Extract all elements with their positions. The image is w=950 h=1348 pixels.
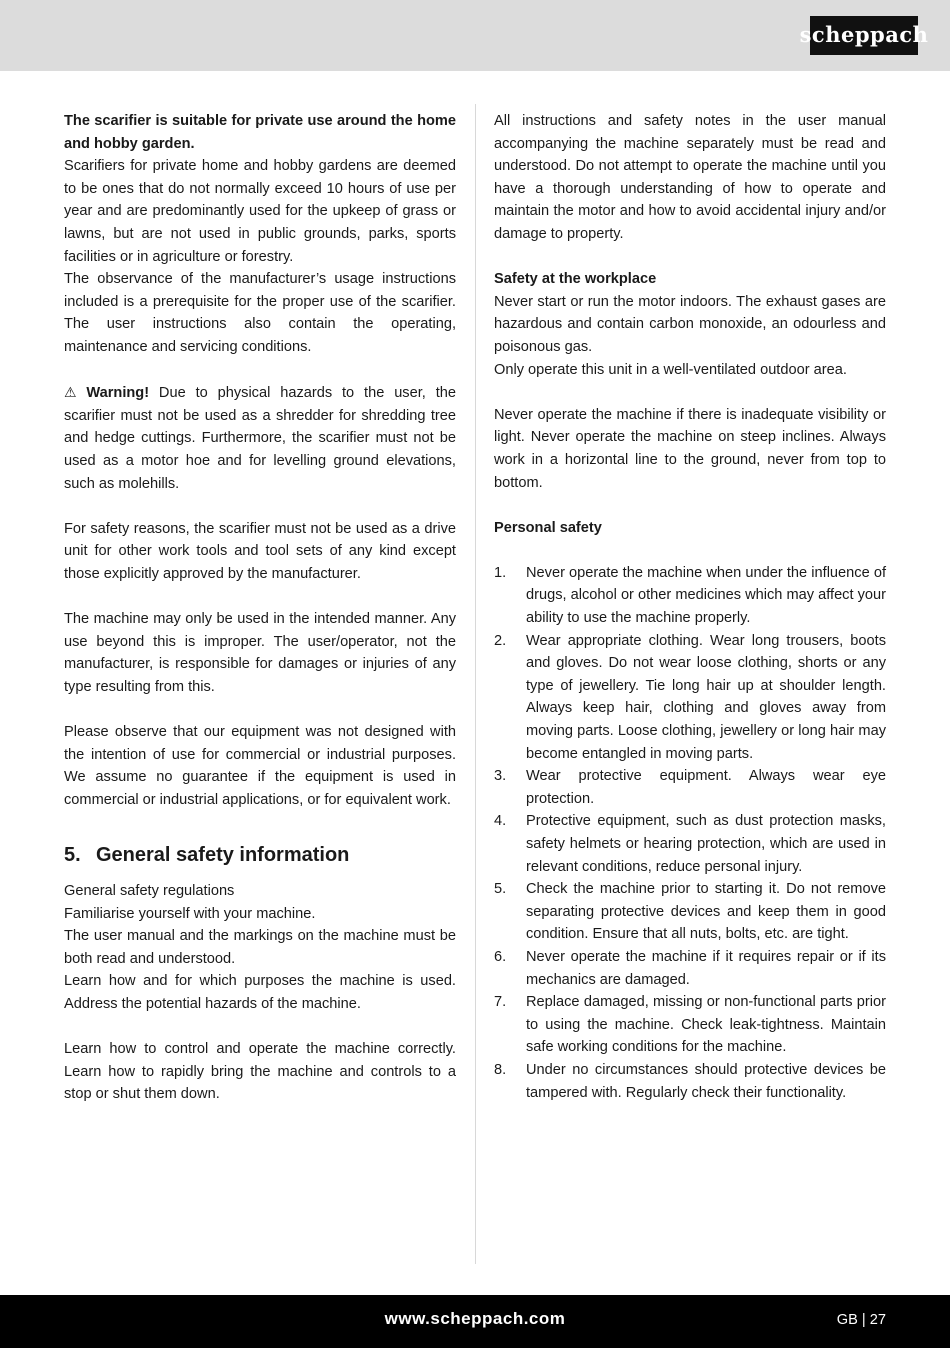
usage-paragraph: The observance of the manufacturer’s usage instructions included is a prerequisite for the proper use of the scarifier. The user instructions also contain the operating, maintenance and servicing conditions.: [64, 271, 456, 355]
list-item: [494, 562, 886, 630]
list-item-text: Check the machine prior to starting it. Do not remove separating protective devices and keep them in good condition. Ensure that all nuts, bolts, etc. are tight.: [526, 881, 886, 943]
page-number: GB | 27: [836, 1312, 886, 1328]
list-item: [494, 878, 886, 946]
list-item: [494, 810, 886, 878]
right-column: [494, 110, 886, 1104]
intro-paragraph: Scarifiers for private home and hobby gardens are deemed to be ones that do not normally exceed 10 hours of use per year and are predominantly used for the upkeep of grass or lawns, but are not used in public grounds, parks, sports facilities or in agriculture or forestry.: [64, 158, 456, 265]
intended-use-paragraph: The machine may only be used in the intended manner. Any use beyond this is improper. The user/operator, not the manufacturer, is responsible for damages or injuries of any type resulting from this.: [64, 611, 456, 695]
list-item-text: Never operate the machine when under the influence of drugs, alcohol or other medicines which may affect your ability to use the machine properly.: [526, 564, 886, 627]
website-link[interactable]: www.scheppach.com: [384, 1309, 566, 1328]
warning-text: Due to physical hazards to the user, the scarifier must not be used as a shredder for shredding tree and hedge cuttings. Furthermore, the scarifier must not be used as a motor hoe and for levelling ground elevations, such as molehills.: [64, 385, 456, 492]
list-item-text: Wear appropriate clothing. Wear long trousers, boots and gloves. Do not wear loose clothing, shorts or any type of jewellery. Tie long hair up at shoulder length. Always keep hair, clothing and gloves away from moving parts. Loose clothing, jewellery or long hair may become entangled in moving parts.: [526, 632, 886, 762]
list-item-text: Under no circumstances should protective devices be tampered with. Regularly check their functionality.: [526, 1061, 886, 1101]
workplace-heading: Safety at the workplace: [494, 271, 657, 288]
visibility-paragraph: Never operate the machine if there is inadequate visibility or light. Never operate the machine on steep inclines. Always work in a horizontal line to the ground, never from top to bottom.: [494, 406, 886, 491]
list-item-number: 2.: [494, 632, 507, 649]
section-heading: [64, 834, 456, 880]
list-item: [494, 1059, 886, 1104]
warning-paragraph: [64, 381, 456, 495]
list-item-number: 7.: [494, 994, 507, 1011]
list-item-number: 5.: [494, 881, 507, 898]
list-item-number: 6.: [494, 948, 507, 965]
list-item: [494, 946, 886, 991]
warning-triangle-icon: ⚠: [64, 384, 83, 401]
hazards-line: Learn how and for which purposes the machine is used. Address the potential hazards of the machine.: [64, 973, 456, 1012]
list-item-text: Protective equipment, such as dust protection masks, safety helmets or hearing protection, which are used in relevant conditions, reduce personal injury.: [526, 813, 886, 875]
list-item-number: 1.: [494, 564, 507, 581]
list-item-text: Wear protective equipment. Always wear eye protection.: [526, 768, 886, 807]
familiarise-line: Familiarise yourself with your machine.: [64, 905, 316, 922]
workplace-ventilation-paragraph: Only operate this unit in a well-ventilated outdoor area.: [494, 361, 847, 378]
controls-paragraph: Learn how to control and operate the machine correctly. Learn how to rapidly bring the machine and controls to a stop or shut them down.: [64, 1041, 456, 1103]
left-column: [64, 110, 456, 1106]
list-item-text: Never operate the machine if it requires repair or if its mechanics are damaged.: [526, 948, 886, 988]
list-item-number: 4.: [494, 813, 507, 830]
scheppach-logo: scheppach: [810, 16, 918, 55]
commercial-use-paragraph: Please observe that our equipment was not designed with the intention of use for commercial or industrial purposes. We assume no guarantee if the equipment is used in commercial or industrial applications, or for equivalent work.: [64, 724, 456, 808]
list-item: [494, 630, 886, 766]
personal-safety-list: [494, 562, 886, 1104]
drive-unit-paragraph: For safety reasons, the scarifier must not be used as a drive unit for other work tools and tool sets of any kind except those explicitly approved by the manufacturer.: [64, 520, 456, 582]
workplace-indoors-paragraph: Never start or run the motor indoors. The exhaust gases are hazardous and contain carbon monoxide, an odourless and poisonous gas.: [494, 293, 886, 355]
list-item-number: 8.: [494, 1061, 507, 1078]
manual-markings-line: The user manual and the markings on the machine must be both read and understood.: [64, 928, 456, 967]
list-item: [494, 991, 886, 1059]
instructions-paragraph: All instructions and safety notes in the user manual accompanying the machine separately must be read and understood. Do not attempt to operate the machine until you have a thorough understanding of how to operate and maintain the motor and how to avoid accidental injury and/or damage to property.: [494, 113, 886, 242]
page-header: [0, 0, 950, 71]
personal-safety-heading: Personal safety: [494, 519, 602, 536]
warning-label: Warning!: [86, 385, 150, 402]
intro-heading: The scarifier is suitable for private use around the home and hobby garden.: [64, 113, 456, 152]
page-footer: [0, 1295, 950, 1348]
list-item-text: Replace damaged, missing or non-functional parts prior to using the machine. Check leak-tightness. Maintain safe working conditions for the machine.: [526, 994, 886, 1056]
general-regulations-line: General safety regulations: [64, 883, 235, 899]
section-number: 5.: [64, 844, 81, 866]
list-item: [494, 765, 886, 810]
list-item-number: 3.: [494, 768, 507, 785]
column-divider: [475, 104, 476, 1264]
section-title: General safety information: [96, 844, 350, 866]
